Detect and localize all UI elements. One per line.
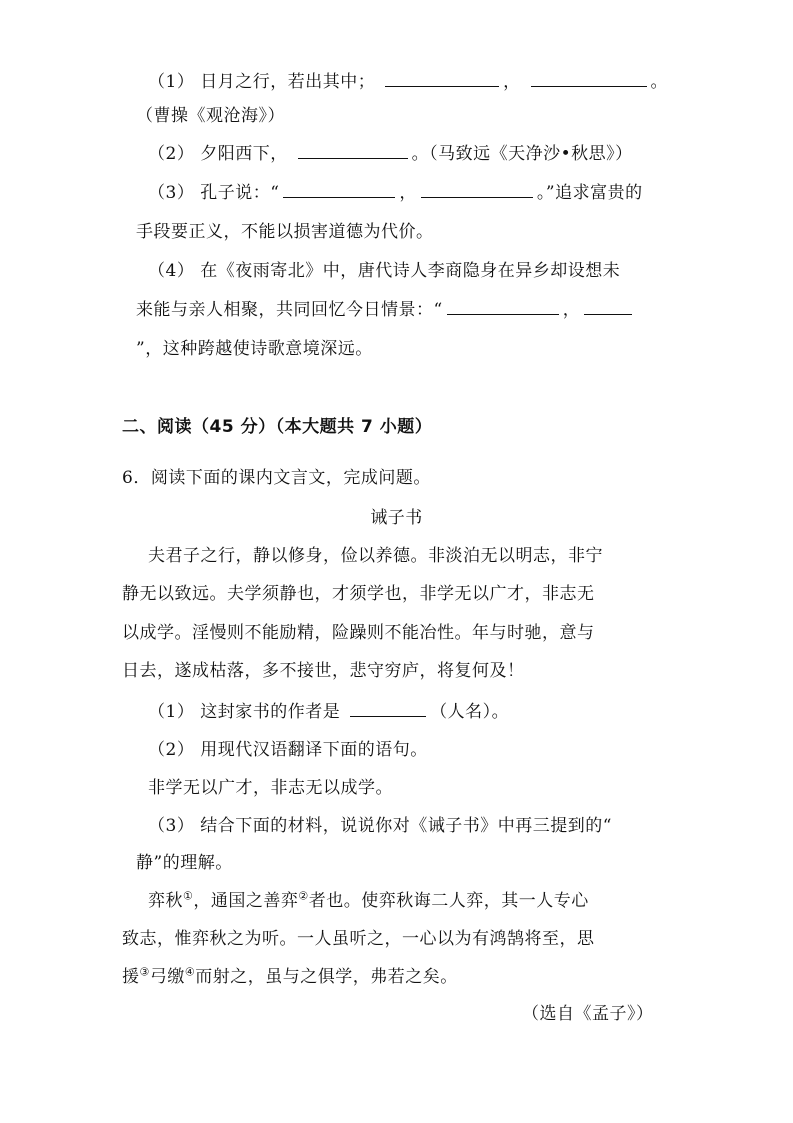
q2-prefix: （2） 夕阳西下，	[148, 144, 288, 164]
q3-continuation: 手段要正义，不能以损害道德为代价。	[136, 222, 434, 242]
q4-sep: ，	[562, 300, 581, 320]
material-text: 弈秋	[148, 891, 183, 911]
q1-source: （曹操《观沧海》）	[136, 106, 285, 126]
q1-prefix: （1） 日月之行，若出其中；	[148, 72, 376, 92]
q3-prefix: （3） 孔子说：“	[148, 183, 280, 203]
q3-sep: ，	[399, 183, 417, 203]
q1-blank-1[interactable]	[385, 70, 499, 87]
sub1-blank[interactable]	[350, 700, 426, 717]
footnote-marker-1: ①	[183, 889, 194, 903]
material-line-2: 致志，惟弈秋之为听。一人虽听之，一心以为有鸿鹄将至，思	[122, 929, 595, 949]
material-text: 者也。使弈秋诲二人弈，其一人专心	[308, 891, 589, 911]
sub1-line	[148, 700, 509, 724]
q4-line-3: ”，这种跨越使诗歌意境深远。	[136, 339, 373, 359]
passage-line-1: 夫君子之行，静以修身，俭以养德。非淡泊无以明志，非宁	[148, 546, 603, 566]
material-text: ，通国之善弈	[193, 891, 299, 911]
q3-line	[148, 181, 643, 205]
sub3-line-1: （3） 结合下面的材料，说说你对《诫子书》中再三提到的“	[148, 816, 612, 836]
footnote-marker-3: ③	[139, 965, 150, 979]
q3-blank-2[interactable]	[421, 181, 533, 198]
sub2-line: （2） 用现代汉语翻译下面的语句。	[148, 740, 428, 760]
q2-end: 。（马致远《天净沙•秋思》）	[411, 144, 633, 164]
q1-end: 。	[650, 72, 669, 92]
q4-blank-2[interactable]	[584, 298, 632, 315]
q1-blank-2[interactable]	[531, 70, 647, 87]
footnote-marker-2: ②	[298, 889, 309, 903]
material-source: （选自《孟子》）	[522, 1004, 654, 1024]
q2-line	[148, 142, 633, 166]
q4-prefix: 来能与亲人相聚，共同回忆今日情景：“	[136, 300, 443, 320]
material-text: 援	[122, 967, 140, 987]
q3-end: 。”追求富贵的	[536, 183, 643, 203]
material-line-1	[148, 889, 589, 913]
material-text: 而射之，虽与之俱学，弗若之矣。	[195, 967, 458, 987]
sub1-end: （人名）。	[430, 702, 510, 722]
q1-sep: ，	[503, 72, 521, 92]
sub3-line-2: 静”的理解。	[136, 853, 233, 873]
q2-blank[interactable]	[298, 142, 408, 159]
q4-line-2	[136, 298, 632, 322]
material-line-3	[122, 965, 458, 989]
sub1-prefix: （1） 这封家书的作者是	[148, 702, 341, 722]
q4-line-1: （4） 在《夜雨寄北》中，唐代诗人李商隐身在异乡却设想未	[148, 261, 621, 281]
passage-line-3: 以成学。淫慢则不能励精，险躁则不能冶性。年与时驰，意与	[122, 623, 595, 643]
material-text: 弓缴	[149, 967, 185, 987]
passage-line-4: 日去，遂成枯落，多不接世，悲守穷庐，将复何及！	[122, 661, 525, 681]
footnote-marker-4: ④	[184, 965, 196, 979]
section-heading: 二、阅读（45 分）（本大题共 7 小题）	[122, 417, 433, 437]
q3-blank-1[interactable]	[283, 181, 395, 198]
sub2-sentence: 非学无以广才，非志无以成学。	[148, 778, 393, 798]
q4-blank-1[interactable]	[447, 298, 559, 315]
q6-intro: 6．阅读下面的课内文言文，完成问题。	[122, 468, 431, 488]
q1-line	[148, 70, 668, 94]
passage-line-2: 静无以致远。夫学须静也，才须学也，非学无以广才，非志无	[122, 584, 595, 604]
passage-title: 诫子书	[370, 508, 423, 528]
